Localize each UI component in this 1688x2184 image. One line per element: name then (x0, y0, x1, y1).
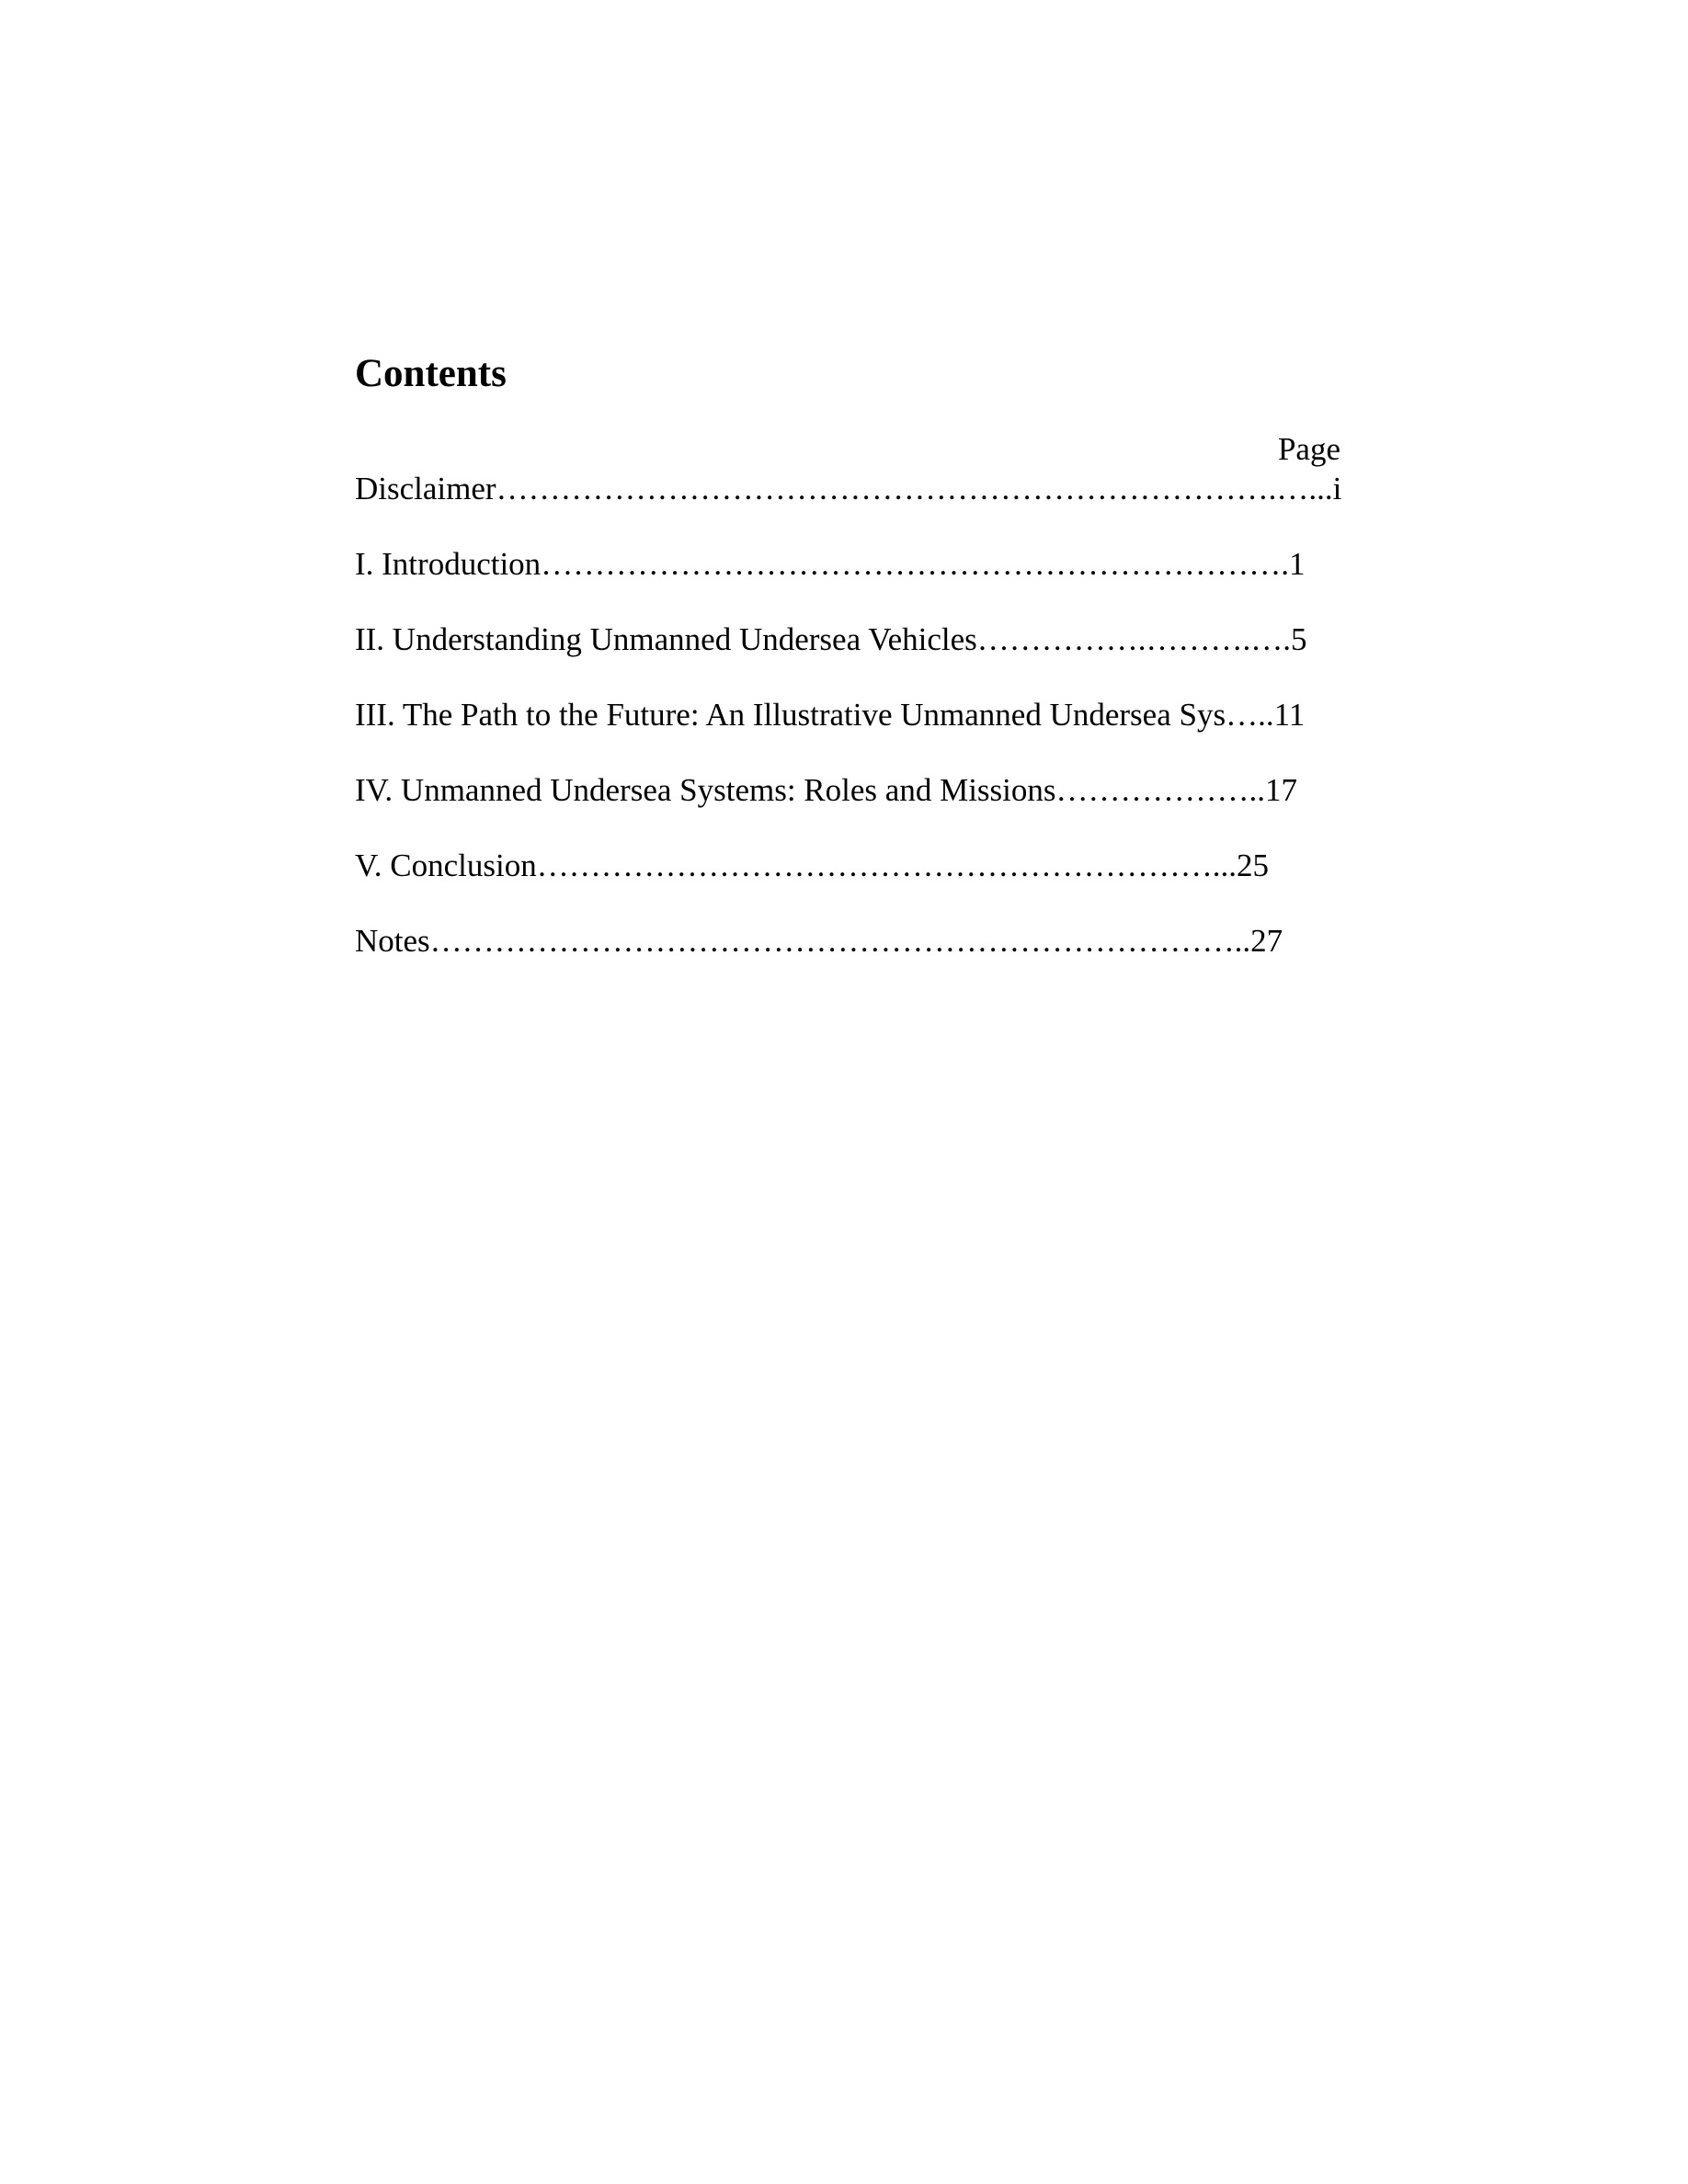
toc-entry-disclaimer (355, 469, 1341, 509)
toc-entry-page: 1 (1288, 546, 1306, 582)
toc-entry-notes (355, 921, 1283, 961)
toc-entry-leader: ………………………………………………………... (536, 847, 1237, 883)
toc-title: Contents (355, 352, 507, 395)
toc-entry-page: 27 (1250, 923, 1283, 959)
toc-entry-understanding-uuv (355, 620, 1307, 660)
toc-entry-leader: ……………………………………………………………. (541, 546, 1289, 582)
toc-entry-page: 17 (1265, 772, 1297, 808)
toc-entry-label: Disclaimer (355, 471, 496, 506)
toc-entry-label: V. Conclusion (355, 847, 537, 883)
toc-entry-page: i (1332, 471, 1342, 506)
toc-entry-label: I. Introduction (355, 546, 542, 582)
toc-entry-introduction (355, 544, 1305, 585)
toc-entry-roles-and-missions (355, 770, 1297, 811)
toc-entry-leader: ………………………………………………………………….. (429, 923, 1251, 959)
toc-entry-page: 5 (1291, 621, 1307, 657)
toc-entry-label: Notes (355, 923, 430, 959)
toc-entry-page: 11 (1273, 697, 1306, 733)
toc-entry-label: II. Understanding Unmanned Undersea Vehicles (355, 621, 977, 657)
toc-entry-path-to-future (355, 695, 1305, 735)
toc-entry-leader: …………….……….…. (976, 621, 1292, 657)
toc-entry-leader: ……………….. (1055, 772, 1265, 808)
page-column-header: Page (1277, 431, 1340, 467)
toc-entry-label: IV. Unmanned Undersea Systems: Roles and Missions (355, 772, 1056, 808)
toc-entry-conclusion (355, 846, 1269, 886)
toc-entry-leader: ….. (1226, 697, 1274, 733)
toc-entry-page: 25 (1236, 847, 1269, 883)
toc-entry-label: III. The Path to the Future: An Illustrative Unmanned Undersea Sys (355, 697, 1226, 733)
toc-entry-leader: ……………………………………………………………….…... (496, 471, 1333, 506)
